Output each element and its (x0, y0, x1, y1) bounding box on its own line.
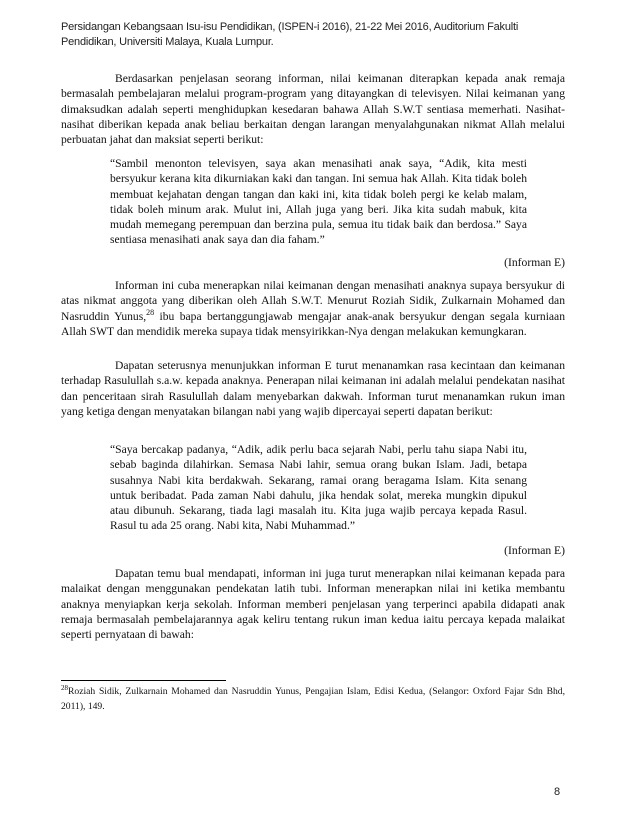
footnote-text: Roziah Sidik, Zulkarnain Mohamed dan Nasruddin Yunus, Pengajian Islam, Edisi Kedua, (Selangor: Oxford Fajar Sdn Bhd, 2011), 149. (61, 686, 565, 712)
paragraph-2 (61, 278, 565, 339)
running-header (61, 20, 581, 50)
paragraph-2-text-b: ibu bapa bertanggungjawab mengajar anak-anak bersyukur dengan segala kurniaan Allah SWT dan mendidik mereka supaya tidak mensyirikkan-Nya dengan melakukan kemungkaran. (61, 309, 565, 338)
header-line-2: Pendidikan, Universiti Malaya, Kuala Lumpur. (61, 36, 274, 48)
footnote (61, 684, 565, 714)
paragraph-2-text-a: Informan ini cuba menerapkan nilai keimanan dengan menasihati anaknya supaya bersyukur di atas nikmat anggota yang diberikan oleh Allah S.W.T. Menurut Roziah Sidik, Zulkarnain Mohamed dan Nasruddin Yunus, (61, 279, 565, 323)
quote-2: “Saya bercakap padanya, “Adik, adik perlu baca sejarah Nabi, perlu tahu siapa Nabi itu, sebab baginda dilahirkan. Semasa Nabi lahir, semua orang bukan Islam. Jadi, betapa susahnya Nabi kita berdakwah. Sekarang, ramai orang beragama Islam. Kita senang untuk beribadat. Pada zaman Nabi dahulu, jika hendak solat, mereka mungkin dipukul atau dibunuh. Sekarang, tiada lagi masalah itu. Kita juga wajib percaya kepada Rasul. Rasul tu ada 25 orang. Nabi kita, Nabi Muhammad.” (110, 443, 527, 533)
informant-label-1: (Informan E) (504, 256, 565, 269)
paragraph-1: Berdasarkan penjelasan seorang informan, nilai keimanan diterapkan kepada anak remaja bermasalah pembelajaran melalui program-program yang ditayangkan di televisyen. Nilai keimanan yang dimaksudkan adalah seperti menghidupkan kesedaran bahawa Allah S.W.T sentiasa memerhati. Nasihat-nasihat diberikan kepada anak beliau berkaitan dengan larangan menyalahgunakan nikmat Allah melalui perbuatan jahat dan maksiat seperti berikut: (61, 72, 565, 147)
footnote-divider (61, 680, 226, 681)
quote-1: “Sambil menonton televisyen, saya akan menasihati anak saya, “Adik, kita mesti bersyukur kerana kita dikurniakan kaki dan tangan. Ini semua hak Allah. Kita tidak boleh membuat kejahatan dengan tangan dan kaki ini, kita tidak boleh pergi ke kelab malam, tidak boleh minum arak. Mulut ini, Allah juga yang beri. Jika kita sudah mabuk, kita mudah memegang perempuan dan berzina pula, semua itu tidak baik dan berdosa.” Saya sentiasa menasihati anak saya dan dia faham.” (110, 157, 527, 247)
paragraph-4: Dapatan temu bual mendapati, informan ini juga turut menerapkan nilai keimanan kepada para malaikat dengan menggunakan pendekatan latih tubi. Informan menerapkan nilai ini ketika membantu anaknya menyiapkan kerja sekolah. Informan memberi penjelasan yang terperinci apabila didapati anak remaja bermasalah pembelajarannya agak keliru tentang rukun iman kedua iaitu percaya kepada malaikat seperti pernyataan di bawah: (61, 567, 565, 642)
footnote-number: 28 (61, 683, 68, 692)
informant-label-2: (Informan E) (504, 544, 565, 557)
paragraph-3: Dapatan seterusnya menunjukkan informan E turut menanamkan rasa kecintaan dan keimanan terhadap Rasulullah s.a.w. kepada anaknya. Penerapan nilai keimanan ini adalah melalui pendekatan nasihat dan penceritaan sirah Rasulullah dalam menyebarkan dakwah. Informan turut menanamkan rukun iman yang ketiga dengan menyatakan bilangan nabi yang wajib dipercayai seperti dapatan berikut: (61, 359, 565, 418)
page-number: 8 (554, 786, 561, 798)
header-line-1: Persidangan Kebangsaan Isu-isu Pendidikan, (ISPEN-i 2016), 21-22 Mei 2016, Auditorium Fakulti (61, 21, 519, 33)
footnote-ref[interactable]: 28 (146, 307, 155, 317)
